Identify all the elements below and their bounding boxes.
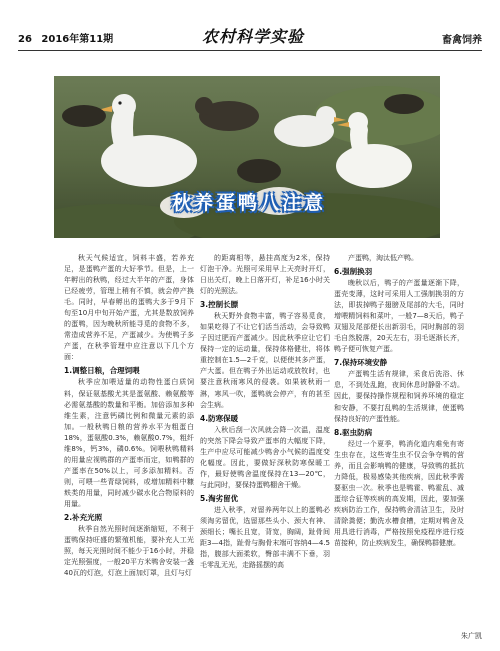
section-2-continued: 的距离相等，悬挂高度为2米，保持灯泡干净。光照可采用早上天亮时开灯，日出关灯，晚上日落开灯，补足16小时关灯的光照法。 (200, 254, 330, 296)
section-7-body: 产蛋鸭生活有规律，采食后洗浴、休息，不到处乱跑，夜间休息时静卧不动。因此，要保持操作规程和饲养环境的稳定和安静，不要打乱鸭的生活规律，使蛋鸭保持良好的产蛋性能。 (334, 370, 464, 423)
page-header (18, 22, 482, 48)
article-title: 秋养蛋鸭八注意 (171, 192, 326, 214)
section-8-title: 8.驱虫防病 (334, 427, 373, 437)
header-divider (18, 50, 482, 51)
author-name: 朱广凯 (461, 632, 482, 640)
section-4-body: 入秋后刮一次风就会降一次温，温度的突然下降会导致产蛋率的大幅度下降，生产中应尽可能减少鸭舍小气候的温度变化幅度。因此，要做好深秋防寒保暖工作，最好使鸭舍温度保持在13—20℃，与此同时，要保持蛋鸭棚舍干燥。 (200, 425, 330, 489)
section-1-body: 秋季应加喂适量的动物性蛋白质饲料，保证氨基酸尤其是蛋氨酸、赖氨酸等必需氨基酸的数量和平衡。加倍添加多种维生素，注意钙磷比例和微量元素的添加。一般秋鸭日粮的营养水平为粗蛋白18%，蛋氨酸0.3%，赖氨酸0.7%，粗纤维8%，钙3%，磷0.6%。饲喂秋鸭精料的用量应视鸭群的产蛋率而定，如鸭群的产蛋率在50%以上，可多添加精料。否则，可喂一些青绿饲料，或增加精料中糠麸类的用量，同时减少碳水化合物原料的用量。 (64, 378, 194, 508)
section-8-body: 经过一个夏季，鸭消化道内难免有寄生虫存在，这些寄生虫不仅会争夺鸭的营养，而且会影响鸭的健康，导致鸭的抵抗力降低，极易感染其他疾病，因此秋季需要驱虫一次。秋季也是鸭霍、鸭霍乱、减蛋综合征等疾病的高发期，因此，要加强疾病防治工作，保持鸭舍清洁卫生，及时清除粪便；勤洗水槽食槽，定期对鸭舍及用具进行消毒，严格按照免疫程序进行疫苗接种，防止疾病发生，确保鸭群健康。 (334, 439, 464, 548)
section-4-title: 4.防寒保暖 (200, 413, 239, 423)
issue-label: 2016年第11期 (41, 34, 114, 45)
duck-photo (54, 76, 440, 238)
page-number: 26 (18, 34, 32, 45)
section-1-title: 1.调整日粮，合理饲喂 (64, 366, 140, 376)
journal-name: 农村科学实验 (201, 27, 304, 46)
section-6-title: 6.强制换羽 (334, 267, 373, 277)
section-7-title: 7.保持环境安静 (334, 358, 388, 368)
issue-info (18, 30, 113, 45)
section-2-title: 2.补充光照 (64, 513, 103, 523)
section-3-title: 3.控制长膘 (200, 300, 239, 310)
section-2-body: 秋季自然光照时间逐渐缩短，不利于蛋鸭保持旺盛的繁殖机能，要补充人工光照，每天光照时间不能少于16小时，并稳定光照强度，一般20平方米鸭舍安装一盏40瓦的灯泡，灯泡上面加灯罩，且灯与灯 (64, 525, 194, 578)
section-3-body: 秋天野外食物丰富，鸭子容易觅食，如果吃得了不让它们活当活动，会导致鸭子因过肥而产蛋减少。因此秋季应让它们保持一定的运动量，保持体格健壮，将体重控制在1.5—2千克，以便使其多产蛋，产大蛋。但在鸭子外出运动或放牧时，也要注意秋雨寒风的侵袭。如果被秋雨一淋，寒风一吹，蛋鸭就会停产，有的甚至会生病。 (200, 312, 330, 409)
text-column-3 (334, 253, 464, 549)
text-column-2 (200, 253, 330, 571)
section-5-body: 进入秋季，对留养两年以上的蛋鸭必须淘劣留优，选留那些头小、颈大有神、颈细长；嘴长且宽，背宽，胸阔，趾骨间距3—4指，趾骨与胸骨末端可容纳4—4.5指，腹部大面柔软，臀部丰满不下垂，羽毛零乱无光，走路摇摆的高 (200, 505, 330, 570)
section-5-continued: 产蛋鸭，淘汰低产鸭。 (348, 254, 418, 262)
section-6-body: 晚秋以后，鸭子的产蛋量逐渐下降，蛋壳变薄，这时可采用人工强制换羽的方法，即拔掉鸭子翅膀及尾部的大毛，同时增喂精饲料和菜叶，一般7—8天后，鸭子双翅及尾部便长出新羽毛，同时胸部的羽毛自然脱落，20天左右，羽毛逐渐长齐，鸭子便可恢复产蛋。 (334, 279, 464, 354)
text-column-1 (64, 253, 194, 579)
intro-paragraph: 秋天气候适宜，饲料丰盛，若养充足，是蛋鸭产蛋的大好季节。但是，上一年孵出的秋鸭，经过大半年的产蛋，身体已经疲劳，管理上稍有不慎，就会停产换毛。同时，早春孵出的蛋鸭大多于9月下旬至10月中旬开始产蛋，尤其是数放饲养的蛋鸭，因为晚秋所能寻觅的食物不多，常造成营养不足，产蛋减少。为使鸭子多产蛋，在秋季管理中应注意以下几个方面： (64, 254, 194, 362)
column-name: 畜禽饲养 (442, 35, 482, 46)
section-5-title: 5.淘劣留优 (200, 493, 239, 503)
